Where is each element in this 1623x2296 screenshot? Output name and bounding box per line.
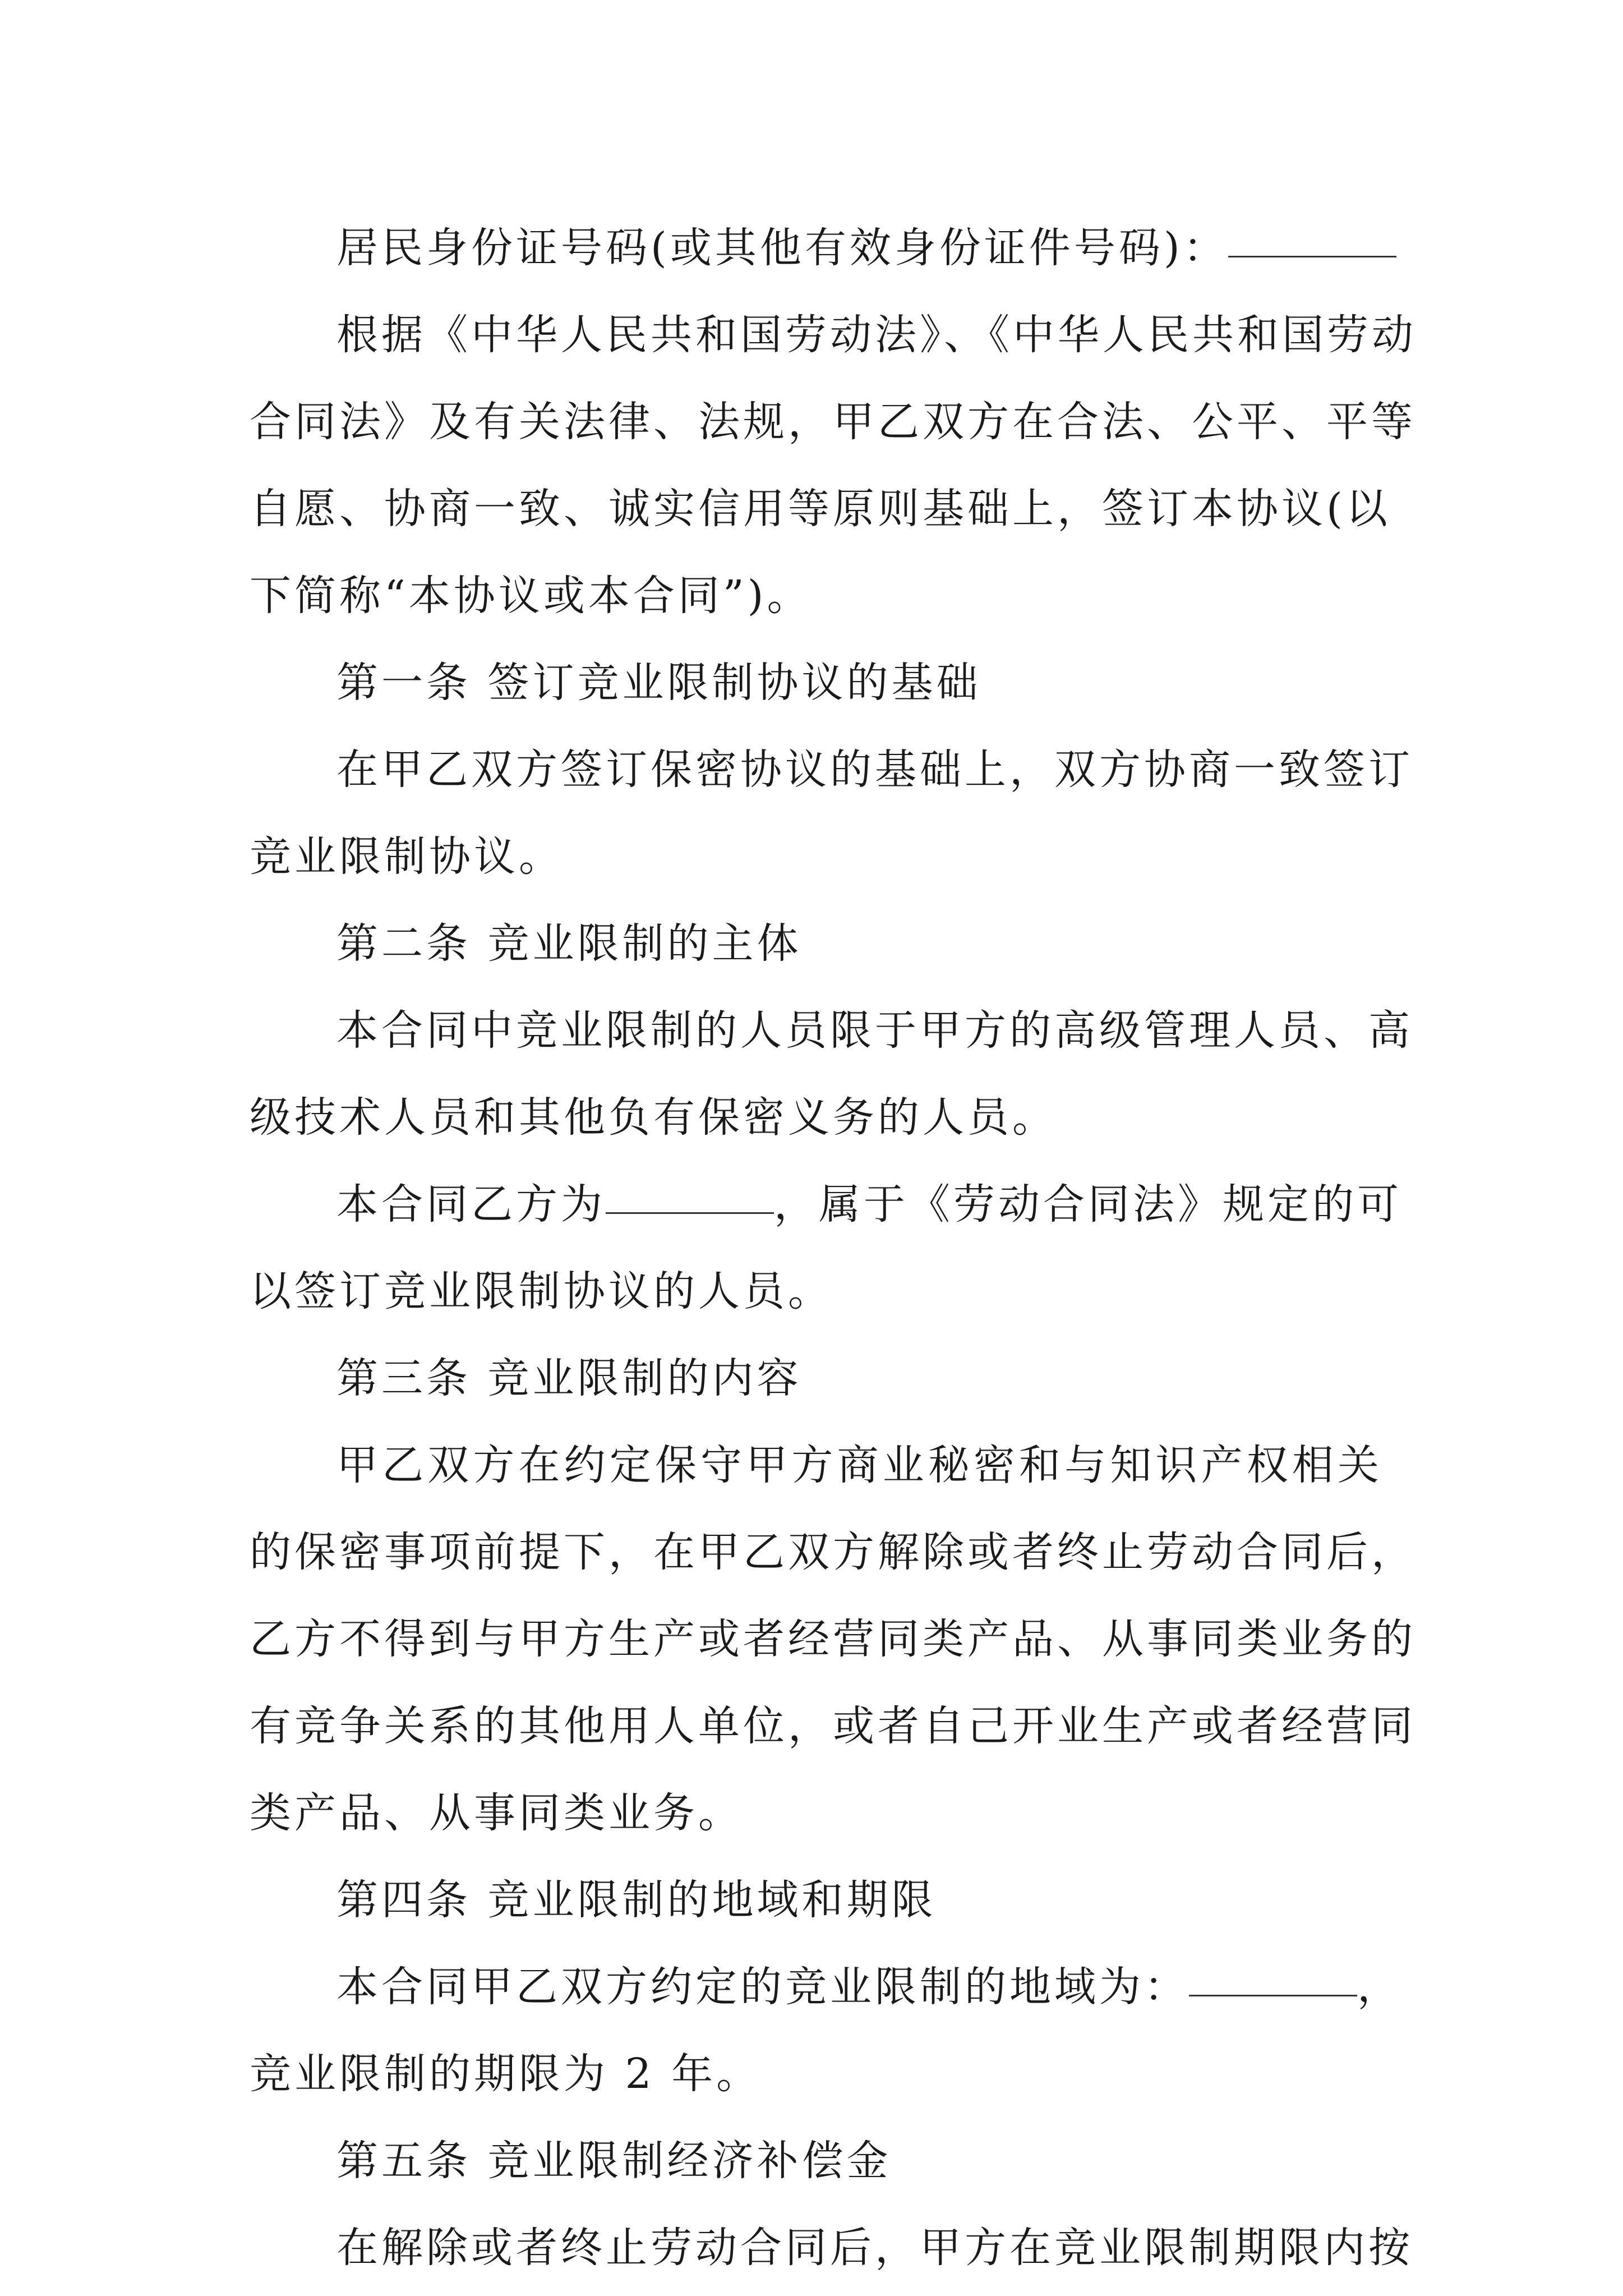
article-1-title: 第一条 签订竞业限制协议的基础 — [336, 659, 981, 707]
article-2-title: 第二条 竞业限制的主体 — [336, 919, 802, 968]
article-1-text: 在甲乙双方签订保密协议的基础上，双方协商一致签订 — [336, 746, 1413, 794]
preamble-line: 根据《中华人民共和国劳动法》、《中华人民共和国劳动 — [336, 311, 1417, 359]
preamble-line: 合同法》及有关法律、法规，甲乙双方在合法、公平、平等 — [250, 398, 1416, 446]
party-b-prefix: 本合同乙方为 — [336, 1180, 606, 1228]
article-3-text: 类产品、从事同类业务。 — [250, 1789, 743, 1837]
preamble-line: 下简称“本协议或本合同”)。 — [250, 572, 812, 620]
article-3-text: 有竞争关系的其他用人单位，或者自己开业生产或者经营同 — [250, 1702, 1416, 1750]
article-3-text: 甲乙双方在约定保守甲方商业秘密和与知识产权相关 — [336, 1441, 1382, 1489]
id-number-label: 居民身份证号码(或其他有效身份证件号码)： — [336, 224, 1228, 272]
article-2-party-b-line — [250, 1161, 1402, 1248]
article-4-title: 第四条 竞业限制的地域和期限 — [336, 1876, 937, 1924]
article-3-text: 的保密事项前提下，在甲乙双方解除或者终止劳动合同后， — [250, 1528, 1416, 1576]
region-prefix: 本合同甲乙双方约定的竞业限制的地域为： — [336, 1963, 1189, 2011]
article-2-text: 以签订竞业限制协议的人员。 — [250, 1267, 833, 1315]
article-4-region-line — [250, 1944, 1402, 2031]
id-number-blank — [1228, 214, 1396, 257]
region-suffix: ， — [1357, 1963, 1402, 2011]
article-3-title: 第三条 竞业限制的内容 — [336, 1354, 802, 1402]
document-body — [250, 205, 1417, 2292]
party-b-blank — [606, 1171, 774, 1214]
region-blank — [1189, 1953, 1357, 1996]
article-5-text: 在解除或者终止劳动合同后，甲方在竞业限制期限内按 — [336, 2224, 1413, 2272]
party-b-suffix: ，属于《劳动合同法》规定的可 — [774, 1180, 1402, 1228]
article-1-text: 竞业限制协议。 — [250, 832, 564, 881]
article-5-title: 第五条 竞业限制经济补偿金 — [336, 2137, 892, 2185]
article-3-text: 乙方不得到与甲方生产或者经营同类产品、从事同类业务的 — [250, 1615, 1416, 1663]
article-4-text: 竞业限制的期限为 2 年。 — [250, 2050, 762, 2098]
preamble-line: 自愿、协商一致、诚实信用等原则基础上，签订本协议(以 — [250, 485, 1391, 533]
article-2-text: 本合同中竞业限制的人员限于甲方的高级管理人员、高 — [336, 1006, 1413, 1055]
article-2-text: 级技术人员和其他负有保密义务的人员。 — [250, 1093, 1057, 1142]
id-number-line — [250, 205, 1382, 292]
